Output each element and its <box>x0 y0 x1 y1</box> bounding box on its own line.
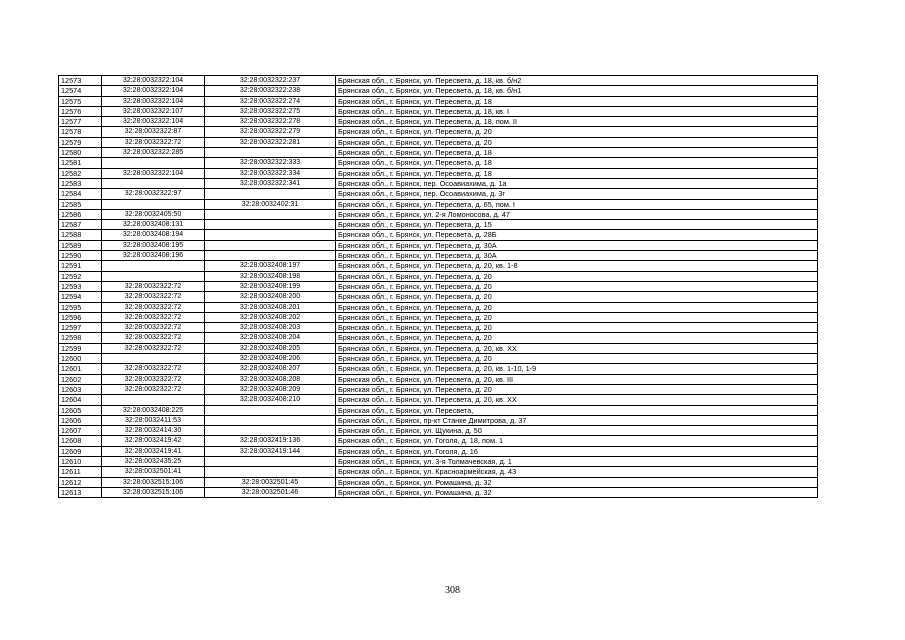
row-number-cell: 12574 <box>59 86 102 96</box>
object-cadastral-number-cell <box>205 426 336 436</box>
parcel-cadastral-number-cell: 32:28:0032322:104 <box>102 117 205 127</box>
address-cell: Брянская обл., г. Брянск, ул. Пересвета, д. 15 <box>336 220 818 230</box>
address-cell: Брянская обл., г. Брянск, ул. Пересвета, д. 20, кв. 1-10, 1-9 <box>336 364 818 374</box>
object-cadastral-number-cell: 32:28:0032408:206 <box>205 354 336 364</box>
address-cell: Брянская обл., г. Брянск, ул. Пересвета, д. 30А <box>336 251 818 261</box>
address-cell: Брянская обл., г. Брянск, ул. Пересвета, д. 20 <box>336 384 818 394</box>
table-row <box>59 220 818 230</box>
parcel-cadastral-number-cell: 32:28:0032322:72 <box>102 333 205 343</box>
table-row <box>59 374 818 384</box>
row-number-cell: 12594 <box>59 292 102 302</box>
row-number-cell: 12609 <box>59 446 102 456</box>
row-number-cell: 12581 <box>59 158 102 168</box>
row-number-cell: 12583 <box>59 178 102 188</box>
table-row <box>59 364 818 374</box>
table-row <box>59 86 818 96</box>
parcel-cadastral-number-cell: 32:28:0032411:53 <box>102 415 205 425</box>
table-row <box>59 76 818 86</box>
table-row <box>59 405 818 415</box>
address-cell: Брянская обл., г. Брянск, ул. 3-я Толмачевская, д. 1 <box>336 456 818 466</box>
row-number-cell: 12597 <box>59 323 102 333</box>
row-number-cell: 12600 <box>59 354 102 364</box>
address-cell: Брянская обл., г. Брянск, ул. Пересвета, д. 18, кв. б/н1 <box>336 86 818 96</box>
address-cell: Брянская обл., г. Брянск, ул. Пересвета, д. 20, кв. XX <box>336 343 818 353</box>
object-cadastral-number-cell: 32:28:0032408:205 <box>205 343 336 353</box>
table-row <box>59 456 818 466</box>
address-cell: Брянская обл., г. Брянск, ул. Пересвета, д. 18 <box>336 168 818 178</box>
table-row <box>59 106 818 116</box>
address-cell: Брянская обл., г. Брянск, ул. Ромашина, д. 32 <box>336 487 818 497</box>
table-row <box>59 343 818 353</box>
address-cell: Брянская обл., г. Брянск, ул. Ромашина, д. 32 <box>336 477 818 487</box>
parcel-cadastral-number-cell <box>102 199 205 209</box>
parcel-cadastral-number-cell: 32:28:0032322:72 <box>102 384 205 394</box>
parcel-cadastral-number-cell <box>102 158 205 168</box>
object-cadastral-number-cell: 32:28:0032408:208 <box>205 374 336 384</box>
parcel-cadastral-number-cell <box>102 395 205 405</box>
object-cadastral-number-cell <box>205 230 336 240</box>
address-cell: Брянская обл., г. Брянск, ул. Пересвета, д. 18 <box>336 96 818 106</box>
address-cell: Брянская обл., г. Брянск, ул. Пересвета, д. 20 <box>336 302 818 312</box>
table-row <box>59 467 818 477</box>
object-cadastral-number-cell: 32:28:0032408:200 <box>205 292 336 302</box>
registry-table <box>58 75 818 498</box>
object-cadastral-number-cell: 32:28:0032408:198 <box>205 271 336 281</box>
parcel-cadastral-number-cell: 32:28:0032322:285 <box>102 148 205 158</box>
row-number-cell: 12606 <box>59 415 102 425</box>
object-cadastral-number-cell: 32:28:0032408:210 <box>205 395 336 405</box>
table-row <box>59 230 818 240</box>
table-row <box>59 127 818 137</box>
object-cadastral-number-cell <box>205 209 336 219</box>
table-row <box>59 384 818 394</box>
object-cadastral-number-cell: 32:28:0032322:341 <box>205 178 336 188</box>
address-cell: Брянская обл., г. Брянск, ул. Пересвета, д. 20, кв. III <box>336 374 818 384</box>
row-number-cell: 12579 <box>59 137 102 147</box>
row-number-cell: 12587 <box>59 220 102 230</box>
object-cadastral-number-cell: 32:28:0032501:46 <box>205 487 336 497</box>
parcel-cadastral-number-cell: 32:28:0032322:104 <box>102 96 205 106</box>
parcel-cadastral-number-cell <box>102 271 205 281</box>
row-number-cell: 12602 <box>59 374 102 384</box>
parcel-cadastral-number-cell: 32:28:0032408:225 <box>102 405 205 415</box>
object-cadastral-number-cell: 32:28:0032322:281 <box>205 137 336 147</box>
row-number-cell: 12604 <box>59 395 102 405</box>
parcel-cadastral-number-cell: 32:28:0032419:41 <box>102 446 205 456</box>
parcel-cadastral-number-cell: 32:28:0032408:131 <box>102 220 205 230</box>
table-row <box>59 117 818 127</box>
table-row <box>59 292 818 302</box>
object-cadastral-number-cell: 32:28:0032501:45 <box>205 477 336 487</box>
object-cadastral-number-cell: 32:28:0032322:334 <box>205 168 336 178</box>
table-row <box>59 148 818 158</box>
parcel-cadastral-number-cell: 32:28:0032408:196 <box>102 251 205 261</box>
object-cadastral-number-cell: 32:28:0032322:238 <box>205 86 336 96</box>
address-cell: Брянская обл., г. Брянск, ул. Пересвета, д. 20 <box>336 312 818 322</box>
row-number-cell: 12605 <box>59 405 102 415</box>
parcel-cadastral-number-cell <box>102 354 205 364</box>
row-number-cell: 12578 <box>59 127 102 137</box>
row-number-cell: 12591 <box>59 261 102 271</box>
parcel-cadastral-number-cell <box>102 178 205 188</box>
parcel-cadastral-number-cell: 32:28:0032322:72 <box>102 312 205 322</box>
parcel-cadastral-number-cell: 32:28:0032322:72 <box>102 292 205 302</box>
row-number-cell: 12596 <box>59 312 102 322</box>
object-cadastral-number-cell: 32:28:0032322:274 <box>205 96 336 106</box>
parcel-cadastral-number-cell: 32:28:0032408:194 <box>102 230 205 240</box>
parcel-cadastral-number-cell: 32:28:0032419:42 <box>102 436 205 446</box>
table-row <box>59 189 818 199</box>
address-cell: Брянская обл., г. Брянск, ул. Пересвета, д. 28Б <box>336 230 818 240</box>
parcel-cadastral-number-cell <box>102 261 205 271</box>
parcel-cadastral-number-cell: 32:28:0032322:72 <box>102 323 205 333</box>
object-cadastral-number-cell <box>205 148 336 158</box>
row-number-cell: 12585 <box>59 199 102 209</box>
table-row <box>59 271 818 281</box>
address-cell: Брянская обл., г. Брянск, ул. Пересвета, д. 20 <box>336 354 818 364</box>
object-cadastral-number-cell <box>205 189 336 199</box>
row-number-cell: 12593 <box>59 281 102 291</box>
table-row <box>59 333 818 343</box>
object-cadastral-number-cell: 32:28:0032408:204 <box>205 333 336 343</box>
object-cadastral-number-cell <box>205 405 336 415</box>
table-row <box>59 281 818 291</box>
address-cell: Брянская обл., г. Брянск, ул. Пересвета, д. 65, пом. I <box>336 199 818 209</box>
parcel-cadastral-number-cell: 32:28:0032322:72 <box>102 343 205 353</box>
row-number-cell: 12576 <box>59 106 102 116</box>
parcel-cadastral-number-cell: 32:28:0032322:107 <box>102 106 205 116</box>
object-cadastral-number-cell <box>205 240 336 250</box>
row-number-cell: 12573 <box>59 76 102 86</box>
address-cell: Брянская обл., г. Брянск, ул. Пересвета, д. 18 <box>336 148 818 158</box>
parcel-cadastral-number-cell: 32:28:0032408:195 <box>102 240 205 250</box>
address-cell: Брянская обл., г. Брянск, ул. Пересвета, д. 20, кв. 1-8 <box>336 261 818 271</box>
parcel-cadastral-number-cell: 32:28:0032322:104 <box>102 86 205 96</box>
object-cadastral-number-cell: 32:28:0032322:279 <box>205 127 336 137</box>
object-cadastral-number-cell: 32:28:0032322:237 <box>205 76 336 86</box>
address-cell: Брянская обл., г. Брянск, ул. Щукина, д. 50 <box>336 426 818 436</box>
parcel-cadastral-number-cell: 32:28:0032414:30 <box>102 426 205 436</box>
parcel-cadastral-number-cell: 32:28:0032322:72 <box>102 364 205 374</box>
table-row <box>59 168 818 178</box>
table-row <box>59 209 818 219</box>
table-row <box>59 354 818 364</box>
row-number-cell: 12599 <box>59 343 102 353</box>
address-cell: Брянская обл., г. Брянск, ул. Пересвета, д. 18, кв. б/н2 <box>336 76 818 86</box>
row-number-cell: 12592 <box>59 271 102 281</box>
parcel-cadastral-number-cell: 32:28:0032322:87 <box>102 127 205 137</box>
address-cell: Брянская обл., г. Брянск, ул. Гоголя, д. 16 <box>336 446 818 456</box>
object-cadastral-number-cell <box>205 251 336 261</box>
address-cell: Брянская обл., г. Брянск, ул. Пересвета, д. 20 <box>336 323 818 333</box>
table-row <box>59 415 818 425</box>
row-number-cell: 12603 <box>59 384 102 394</box>
address-cell: Брянская обл., г. Брянск, ул. Пересвета, д. 18, кв. I <box>336 106 818 116</box>
table-row <box>59 137 818 147</box>
row-number-cell: 12584 <box>59 189 102 199</box>
row-number-cell: 12586 <box>59 209 102 219</box>
row-number-cell: 12595 <box>59 302 102 312</box>
table-row <box>59 395 818 405</box>
address-cell: Брянская обл., г. Брянск, ул. Пересвета, д. 20 <box>336 271 818 281</box>
table-row <box>59 251 818 261</box>
row-number-cell: 12612 <box>59 477 102 487</box>
table-row <box>59 199 818 209</box>
parcel-cadastral-number-cell: 32:28:0032501:41 <box>102 467 205 477</box>
address-cell: Брянская обл., г. Брянск, ул. 2-я Ломоносова, д. 47 <box>336 209 818 219</box>
object-cadastral-number-cell <box>205 456 336 466</box>
parcel-cadastral-number-cell: 32:28:0032322:72 <box>102 137 205 147</box>
row-number-cell: 12598 <box>59 333 102 343</box>
address-cell: Брянская обл., г. Брянск, ул. Пересвета, д. 20, кв. XX <box>336 395 818 405</box>
parcel-cadastral-number-cell: 32:28:0032322:104 <box>102 168 205 178</box>
table-row <box>59 96 818 106</box>
row-number-cell: 12610 <box>59 456 102 466</box>
object-cadastral-number-cell: 32:28:0032408:199 <box>205 281 336 291</box>
table-row <box>59 312 818 322</box>
parcel-cadastral-number-cell: 32:28:0032515:106 <box>102 487 205 497</box>
object-cadastral-number-cell: 32:28:0032408:202 <box>205 312 336 322</box>
address-cell: Брянская обл., г. Брянск, ул. Гоголя, д. 18, пом. 1 <box>336 436 818 446</box>
object-cadastral-number-cell: 32:28:0032419:144 <box>205 446 336 456</box>
table-row <box>59 436 818 446</box>
table-row <box>59 158 818 168</box>
row-number-cell: 12588 <box>59 230 102 240</box>
row-number-cell: 12582 <box>59 168 102 178</box>
parcel-cadastral-number-cell: 32:28:0032435:25 <box>102 456 205 466</box>
table-row <box>59 446 818 456</box>
page-number: 308 <box>445 585 460 596</box>
table-row <box>59 426 818 436</box>
row-number-cell: 12601 <box>59 364 102 374</box>
address-cell: Брянская обл., г. Брянск, ул. Пересвета, д. 20 <box>336 292 818 302</box>
row-number-cell: 12613 <box>59 487 102 497</box>
object-cadastral-number-cell <box>205 220 336 230</box>
row-number-cell: 12608 <box>59 436 102 446</box>
parcel-cadastral-number-cell: 32:28:0032322:72 <box>102 281 205 291</box>
row-number-cell: 12577 <box>59 117 102 127</box>
address-cell: Брянская обл., г. Брянск, пер. Осоавиахима, д. 1а <box>336 178 818 188</box>
address-cell: Брянская обл., г. Брянск, ул. Пересвета, д. 18, пом. II <box>336 117 818 127</box>
parcel-cadastral-number-cell: 32:28:0032405:50 <box>102 209 205 219</box>
object-cadastral-number-cell: 32:28:0032408:197 <box>205 261 336 271</box>
object-cadastral-number-cell <box>205 415 336 425</box>
row-number-cell: 12607 <box>59 426 102 436</box>
object-cadastral-number-cell: 32:28:0032322:275 <box>205 106 336 116</box>
address-cell: Брянская обл., г. Брянск, ул. Пересвета, д. 20 <box>336 137 818 147</box>
parcel-cadastral-number-cell: 32:28:0032322:72 <box>102 302 205 312</box>
table-row <box>59 487 818 497</box>
object-cadastral-number-cell: 32:28:0032322:333 <box>205 158 336 168</box>
row-number-cell: 12611 <box>59 467 102 477</box>
parcel-cadastral-number-cell: 32:28:0032322:72 <box>102 374 205 384</box>
table-row <box>59 178 818 188</box>
registry-table-body <box>59 76 818 498</box>
address-cell: Брянская обл., г. Брянск, ул. Красноармейская, д. 43 <box>336 467 818 477</box>
object-cadastral-number-cell: 32:28:0032408:207 <box>205 364 336 374</box>
address-cell: Брянская обл., г. Брянск, ул. Пересвета, д. 20 <box>336 333 818 343</box>
row-number-cell: 12589 <box>59 240 102 250</box>
address-cell: Брянская обл., г. Брянск, пр-кт Станке Димитрова, д. 37 <box>336 415 818 425</box>
object-cadastral-number-cell <box>205 467 336 477</box>
table-row <box>59 477 818 487</box>
table-row <box>59 240 818 250</box>
table-row <box>59 261 818 271</box>
object-cadastral-number-cell: 32:28:0032402:31 <box>205 199 336 209</box>
row-number-cell: 12590 <box>59 251 102 261</box>
address-cell: Брянская обл., г. Брянск, ул. Пересвета, д. 18 <box>336 158 818 168</box>
row-number-cell: 12575 <box>59 96 102 106</box>
parcel-cadastral-number-cell: 32:28:0032322:97 <box>102 189 205 199</box>
address-cell: Брянская обл., г. Брянск, ул. Пересвета, д. 20 <box>336 281 818 291</box>
parcel-cadastral-number-cell: 32:28:0032322:104 <box>102 76 205 86</box>
table-row <box>59 323 818 333</box>
parcel-cadastral-number-cell: 32:28:0032515:106 <box>102 477 205 487</box>
address-cell: Брянская обл., г. Брянск, ул. Пересвета, д. 30А <box>336 240 818 250</box>
object-cadastral-number-cell: 32:28:0032419:136 <box>205 436 336 446</box>
address-cell: Брянская обл., г. Брянск, ул. Пересвета, д. 20 <box>336 127 818 137</box>
address-cell: Брянская обл., г. Брянск, пер. Осоавиахима, д. 3г <box>336 189 818 199</box>
table-row <box>59 302 818 312</box>
object-cadastral-number-cell: 32:28:0032408:203 <box>205 323 336 333</box>
address-cell: Брянская обл., г. Брянск, ул. Пересвета, <box>336 405 818 415</box>
row-number-cell: 12580 <box>59 148 102 158</box>
object-cadastral-number-cell: 32:28:0032322:278 <box>205 117 336 127</box>
object-cadastral-number-cell: 32:28:0032408:201 <box>205 302 336 312</box>
object-cadastral-number-cell: 32:28:0032408:209 <box>205 384 336 394</box>
